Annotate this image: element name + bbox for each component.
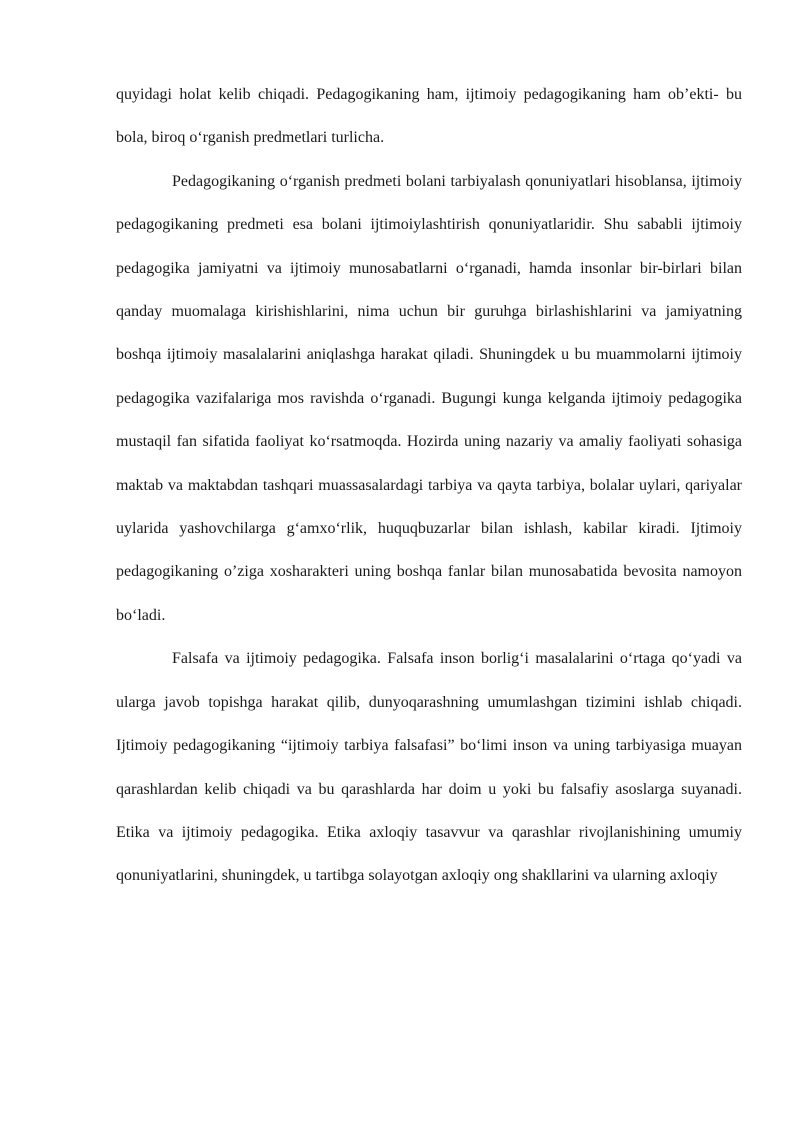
paragraph-pedagogy-subject: Pedagogikaning o‘rganish predmeti bolani tarbiyalash qonuniyatlari hisoblansa, ijtimoiy pedagogikaning predmeti esa bolani ijtimoiylashtirish qonuniyatlaridir. Shu sababli ijtimoiy pedagogika jamiyatni va ijtimoiy munosabatlarni o‘rganadi, hamda insonlar bir-birlari bilan qanday muomalaga kirishishlarini, nima uchun bir guruhga birlashishlarini va jamiyatning boshqa ijtimoiy masalalarini aniqlashga harakat qiladi. Shuningdek u bu muammolarni ijtimoiy pedagogika vazifalariga mos ravishda o‘rganadi. Bugungi kunga kelganda ijtimoiy pedagogika mustaqil fan sifatida faoliyat ko‘rsatmoqda. Hozirda uning nazariy va amaliy faoliyati sohasiga maktab va maktabdan tashqari muassasalardagi tarbiya va qayta tarbiya, bolalar uylari, qariyalar uylarida yashovchilarga g‘amxo‘rlik, huquqbuzarlar bilan ishlash, kabilar kiradi. Ijtimoiy pedagogikaning o’ziga xosharakteri uning boshqa fanlar bilan munosabatida bevosita namoyon bo‘ladi.: [116, 172, 742, 624]
document-page: [116, 73, 742, 898]
paragraph-philosophy-ethics: Falsafa va ijtimoiy pedagogika. Falsafa inson borlig‘i masalalarini o‘rtaga qo‘yadi va ularga javob topishga harakat qilib, dunyoqarashning umumlashgan tizimini ishlab chiqadi. Ijtimoiy pedagogikaning “ijtimoiy tarbiya falsafasi” bo‘limi inson va uning tarbiyasiga muayan qarashlardan kelib chiqadi va bu qarashlarda har doim u yoki bu falsafiy asoslarga suyanadi. Etika va ijtimoiy pedagogika. Etika axloqiy tasavvur va qarashlar rivojlanishining umumiy qonuniyatlarini, shuningdek, u tartibga solayotgan axloqiy ong shakllarini va ularning axloqiy: [116, 650, 742, 885]
paragraph-continuation: quyidagi holat kelib chiqadi. Pedagogikaning ham, ijtimoiy pedagogikaning ham ob’ekti- bu bola, biroq o‘rganish predmetlari turlicha.: [116, 86, 742, 147]
